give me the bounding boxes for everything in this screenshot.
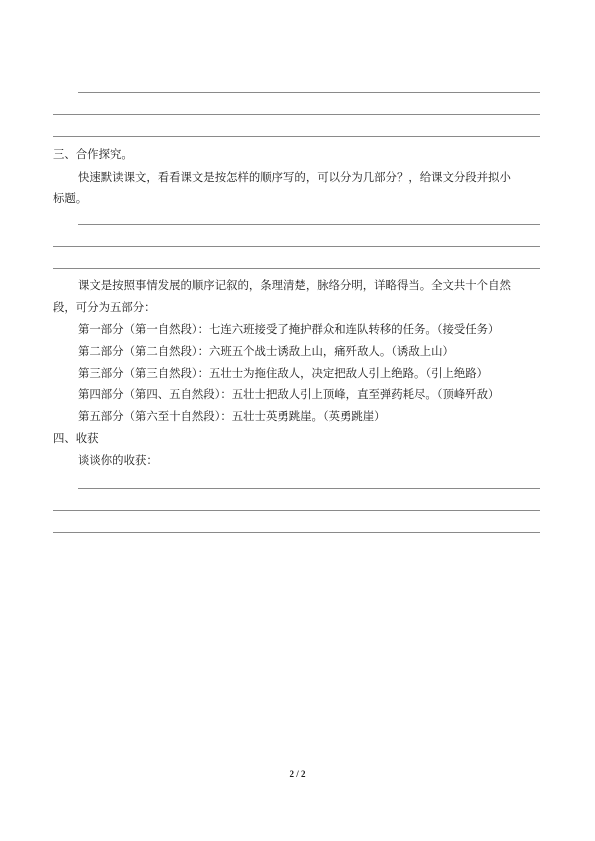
answer-line [78,92,540,93]
answer-line [53,114,540,115]
section-3-prompt-line-2: 标题。 [53,191,88,205]
answer-part-3: 第三部分（第三自然段）：五壮士为拖住敌人，决定把敌人引上绝路。（引上绝路） [78,366,489,380]
page-number: 2 / 2 [289,769,306,779]
section-3-heading: 三、合作探究。 [53,147,133,161]
answer-line [78,488,540,489]
section-4-heading: 四、收获 [53,431,99,445]
answer-line [78,224,540,225]
answer-part-4: 第四部分（第四、五自然段）：五壮士把敌人引上顶峰，直至弹药耗尽。（顶峰歼敌） [78,387,500,401]
answer-part-5: 第五部分（第六至十自然段）：五壮士英勇跳崖。（英勇跳崖） [78,409,386,423]
answer-line [53,246,540,247]
section-3-prompt-line-1: 快速默读课文，看看课文是按怎样的顺序写的，可以分为几部分？，给课文分段并拟小 [78,170,511,184]
answer-line [53,510,540,511]
answer-intro-line-1: 课文是按照事情发展的顺序记叙的，条理清楚，脉络分明，详略得当。全文共十个自然 [78,278,511,292]
answer-part-1: 第一部分（第一自然段）：七连六班接受了掩护群众和连队转移的任务。（接受任务） [78,322,500,336]
answer-intro-line-2: 段，可分为五部分： [53,300,156,314]
answer-part-2: 第二部分（第二自然段）：六班五个战士诱敌上山，痛歼敌人。（诱敌上山） [78,344,454,358]
answer-line [53,136,540,137]
answer-line [53,532,540,533]
section-4-prompt: 谈谈你的收获： [78,453,158,467]
answer-line [53,268,540,269]
